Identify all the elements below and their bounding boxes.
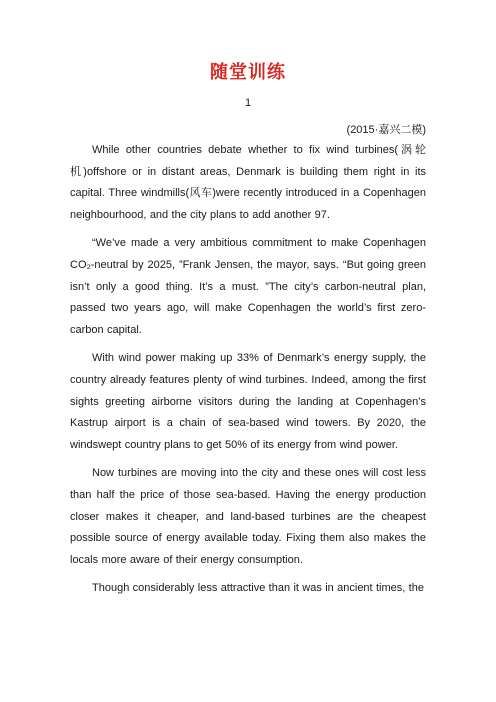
item-number: 1 xyxy=(244,97,252,109)
paragraph: With wind power making up 33% of Denmark’s energy supply, the country already features plenty of wind turbines. Indeed, among the first sights greeting airborne visitors during the landing at Copenhagen’s Kastrup airport is a chain of sea-based wind towers. By 2020, the windswept country plans to get 50% of its energy from wind power. xyxy=(70,352,426,451)
paragraph: Though considerably less attractive than it was in ancient times, the xyxy=(92,582,424,595)
source-citation: (2015·嘉兴二模) xyxy=(346,124,426,136)
paragraph: While other countries debate whether to fix wind turbines(涡轮机)offshore or in distant areas, Denmark is building them right in its capital. Three windmills(风车)were recently introduced in a Copenhagen neighbourhood, and the city plans to add another 97. xyxy=(70,144,426,221)
passage-body xyxy=(70,140,426,607)
document-title: 随堂训练 xyxy=(210,62,286,83)
paragraph: “We’ve made a very ambitious commitment to make Copenhagen CO₂-neutral by 2025, ”Frank Jensen, the mayor, says. “But going green isn’t only a good thing. It’s a must. ”The city’s carbon-neutral plan, passed two years ago, will make Copenhagen the world’s first zero-carbon capital. xyxy=(70,237,426,336)
paragraph: Now turbines are moving into the city and these ones will cost less than half the price of those sea-based. Having the energy production closer makes it cheaper, and land-based turbines are the cheapest possible source of energy available today. Fixing them also makes the locals more aware of their energy consumption. xyxy=(70,467,426,566)
